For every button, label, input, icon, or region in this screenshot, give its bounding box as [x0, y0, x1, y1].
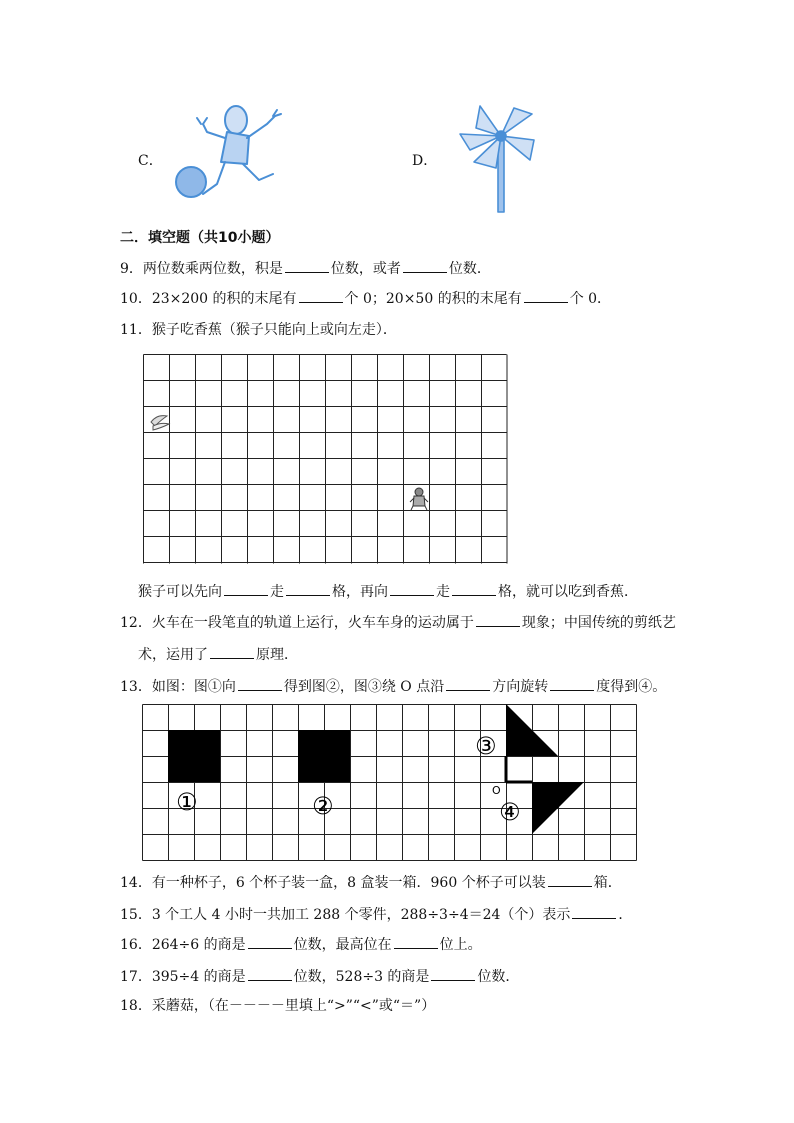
pinwheel-illustration — [440, 98, 544, 216]
q11-text-1: 猴子可以先向 — [138, 584, 222, 600]
q11-blank-2[interactable] — [286, 581, 330, 596]
q13-text-3: 方向旋转 — [492, 679, 549, 695]
q14-text-1: 14．有一种杯子，6 个杯子装一盒，8 盒装一箱．960 个杯子可以装 — [120, 875, 546, 891]
q10-text-1: 10．23×200 的积的末尾有 — [120, 291, 297, 307]
q9-blank-1[interactable] — [285, 258, 329, 273]
q12-blank-2[interactable] — [210, 644, 254, 659]
question-11-title: 11．猴子吃香蕉（猴子只能向上或向左走）． — [120, 322, 397, 338]
label-three: ③ — [475, 732, 497, 760]
q10-blank-2[interactable] — [524, 288, 568, 303]
boy-kicking-ball-illustration — [163, 96, 303, 216]
banana-icon — [151, 416, 169, 430]
q16-text-3: 位上。 — [439, 937, 482, 953]
square-1 — [168, 730, 220, 782]
square-2 — [298, 730, 350, 782]
q14-blank-1[interactable] — [548, 872, 592, 887]
question-12-line-2 — [138, 644, 298, 665]
q12-text-1: 12．火车在一段笔直的轨道上运行，火车车身的运动属于 — [120, 615, 474, 631]
q12-blank-1[interactable] — [476, 612, 520, 627]
q9-blank-2[interactable] — [403, 258, 447, 273]
q15-text-2: ． — [618, 907, 633, 923]
question-17 — [120, 966, 519, 987]
q17-text-1: 17．395÷4 的商是 — [120, 969, 246, 985]
q15-text-1: 15．3 个工人 4 小时一共加工 288 个零件，288÷3÷4＝24（个）表示 — [120, 907, 571, 923]
q9-text-1: 9．两位数乘两位数，积是 — [120, 261, 283, 277]
option-d-label: D． — [412, 153, 438, 169]
q12-text-4: 原理． — [256, 647, 298, 663]
q10-text-3: 个 0． — [569, 291, 612, 307]
q11-blank-3[interactable] — [390, 581, 434, 596]
monkey-banana-grid — [143, 354, 509, 566]
q11-text-3: 格，再向 — [332, 584, 388, 600]
label-two: ② — [312, 792, 334, 820]
question-18: 18．采蘑菇，（在－－－－里填上“>”“<”或“＝”） — [120, 998, 436, 1014]
q13-blank-3[interactable] — [550, 676, 594, 691]
q13-blank-1[interactable] — [238, 676, 282, 691]
question-15 — [120, 904, 632, 925]
q11-blank-1[interactable] — [224, 581, 268, 596]
q14-text-2: 箱． — [593, 875, 622, 891]
q16-text-2: 位数，最高位在 — [293, 937, 392, 953]
q10-blank-1[interactable] — [299, 288, 343, 303]
q12-text-3: 术，运用了 — [138, 647, 208, 663]
q11-text-5: 格，就可以吃到香蕉． — [498, 584, 638, 600]
question-12-line-1 — [120, 612, 676, 633]
q16-blank-2[interactable] — [394, 934, 438, 949]
ball — [176, 167, 206, 197]
option-c-label: C． — [138, 153, 163, 169]
q13-text-4: 度得到④。 — [596, 679, 667, 695]
q9-text-2: 位数，或者 — [330, 261, 401, 277]
q17-blank-2[interactable] — [431, 966, 475, 981]
q17-blank-1[interactable] — [248, 966, 292, 981]
q16-blank-1[interactable] — [248, 934, 292, 949]
q15-blank-1[interactable] — [572, 904, 616, 919]
q9-text-3: 位数． — [448, 261, 491, 277]
section-title: 二．填空题（共10小题） — [120, 230, 280, 246]
question-13 — [120, 676, 666, 697]
q11-text-2: 走 — [270, 584, 284, 600]
q13-blank-2[interactable] — [446, 676, 490, 691]
question-14 — [120, 872, 622, 893]
label-four: ④ — [499, 798, 521, 826]
label-o: O — [492, 784, 501, 797]
q11-text-4: 走 — [436, 584, 450, 600]
question-16 — [120, 934, 482, 955]
q13-text-1: 13．如图：图①向 — [120, 679, 236, 695]
question-9 — [120, 258, 491, 279]
q13-text-2: 得到图②，图③绕 O 点沿 — [283, 679, 445, 695]
question-10 — [120, 288, 611, 309]
transformation-grid — [142, 704, 638, 862]
q17-text-2: 位数，528÷3 的商是 — [293, 969, 430, 985]
label-one: ① — [176, 788, 198, 816]
q11-blank-4[interactable] — [452, 581, 496, 596]
q16-text-1: 16．264÷6 的商是 — [120, 937, 246, 953]
q10-text-2: 个 0；20×50 的积的末尾有 — [344, 291, 522, 307]
monkey-icon — [410, 488, 428, 510]
q12-text-2: 现象；中国传统的剪纸艺 — [521, 615, 676, 631]
question-11-answer — [138, 581, 638, 602]
q17-text-3: 位数． — [477, 969, 520, 985]
